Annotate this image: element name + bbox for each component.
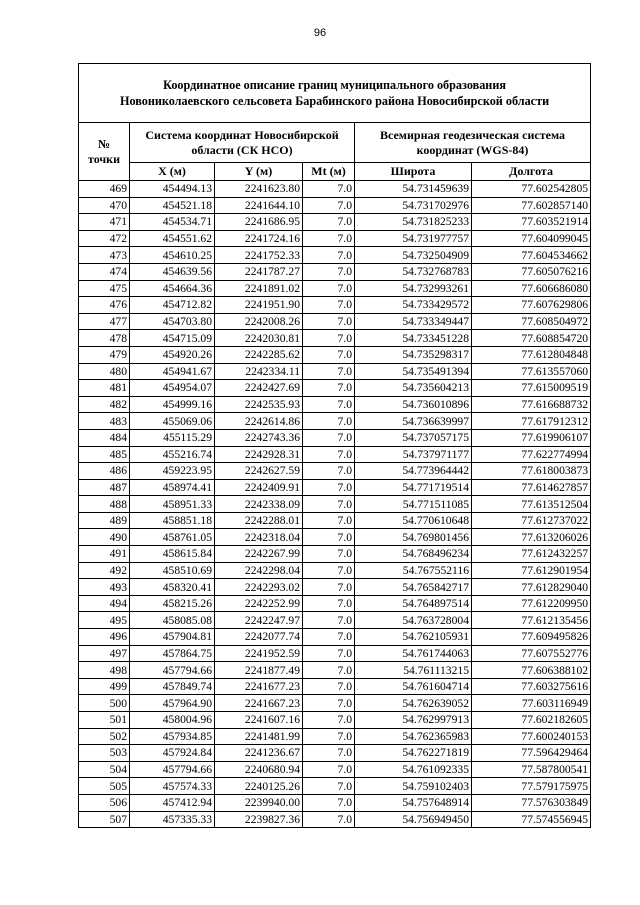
point-number-cell: 504 [79,761,130,778]
longitude-cell: 77.603275616 [472,678,591,695]
table-row [79,446,591,463]
mt-cell: 7.0 [303,645,355,662]
table-row [79,479,591,496]
longitude-header: Долгота [472,163,591,181]
y-cell: 2241677.23 [215,678,303,695]
point-number-cell: 477 [79,313,130,330]
table-row [79,280,591,297]
latitude-cell: 54.737971177 [355,446,472,463]
x-cell: 458085.08 [130,612,215,629]
mt-cell: 7.0 [303,712,355,729]
longitude-cell: 77.613206026 [472,529,591,546]
table-row [79,263,591,280]
mt-cell: 7.0 [303,678,355,695]
y-cell: 2242535.93 [215,396,303,413]
table-row [79,546,591,563]
latitude-cell: 54.762365983 [355,728,472,745]
point-number-cell: 503 [79,745,130,762]
y-cell: 2242334.11 [215,363,303,380]
x-cell: 458615.84 [130,546,215,563]
y-cell: 2242252.99 [215,595,303,612]
table-row [79,363,591,380]
latitude-cell: 54.731977757 [355,230,472,247]
point-number-cell: 470 [79,197,130,214]
point-number-cell: 492 [79,562,130,579]
latitude-cell: 54.736010896 [355,396,472,413]
table-row [79,678,591,695]
y-cell: 2242077.74 [215,629,303,646]
x-cell: 457794.66 [130,761,215,778]
x-cell: 457964.90 [130,695,215,712]
x-cell: 454954.07 [130,380,215,397]
mt-cell: 7.0 [303,629,355,646]
longitude-cell: 77.607629806 [472,297,591,314]
y-cell: 2241236.67 [215,745,303,762]
y-cell: 2241644.10 [215,197,303,214]
longitude-cell: 77.612901954 [472,562,591,579]
mt-cell: 7.0 [303,346,355,363]
y-cell: 2241952.59 [215,645,303,662]
mt-cell: 7.0 [303,745,355,762]
y-cell: 2242318.04 [215,529,303,546]
x-cell: 458510.69 [130,562,215,579]
table-row [79,761,591,778]
point-number-header: № точки [79,123,130,181]
table-row [79,380,591,397]
mt-cell: 7.0 [303,595,355,612]
table-row [79,629,591,646]
point-number-cell: 479 [79,346,130,363]
longitude-cell: 77.612829040 [472,579,591,596]
latitude-cell: 54.771719514 [355,479,472,496]
mt-cell: 7.0 [303,280,355,297]
latitude-cell: 54.731459639 [355,181,472,198]
latitude-cell: 54.761113215 [355,662,472,679]
latitude-cell: 54.737057175 [355,429,472,446]
x-cell: 458761.05 [130,529,215,546]
point-number-cell: 497 [79,645,130,662]
table-row [79,645,591,662]
mt-cell: 7.0 [303,197,355,214]
point-number-cell: 495 [79,612,130,629]
point-number-cell: 506 [79,794,130,811]
longitude-cell: 77.617912312 [472,413,591,430]
point-number-cell: 484 [79,429,130,446]
x-cell: 454534.71 [130,214,215,231]
y-cell: 2240680.94 [215,761,303,778]
point-number-cell: 475 [79,280,130,297]
table-body [79,181,591,828]
x-cell: 458320.41 [130,579,215,596]
latitude-cell: 54.768496234 [355,546,472,563]
x-cell: 454494.13 [130,181,215,198]
x-cell: 458974.41 [130,479,215,496]
table-row [79,496,591,513]
x-cell: 457924.84 [130,745,215,762]
longitude-cell: 77.596429464 [472,745,591,762]
point-number-cell: 502 [79,728,130,745]
y-cell: 2242247.97 [215,612,303,629]
latitude-cell: 54.735604213 [355,380,472,397]
mt-cell: 7.0 [303,778,355,795]
mt-cell: 7.0 [303,263,355,280]
y-cell: 2241667.23 [215,695,303,712]
latitude-cell: 54.769801456 [355,529,472,546]
x-cell: 458004.96 [130,712,215,729]
y-cell: 2241891.02 [215,280,303,297]
mt-cell: 7.0 [303,446,355,463]
longitude-cell: 77.602542805 [472,181,591,198]
latitude-header: Широта [355,163,472,181]
y-cell: 2241877.49 [215,662,303,679]
longitude-cell: 77.574556945 [472,811,591,828]
x-cell: 454999.16 [130,396,215,413]
latitude-cell: 54.762271819 [355,745,472,762]
local-system-header: Система координат Новосибирской области (СК НСО) [130,123,355,163]
point-number-cell: 488 [79,496,130,513]
point-number-cell: 478 [79,330,130,347]
y-cell: 2242627.59 [215,463,303,480]
x-cell: 457794.66 [130,662,215,679]
y-cell: 2242030.81 [215,330,303,347]
x-cell: 455069.06 [130,413,215,430]
latitude-cell: 54.767552116 [355,562,472,579]
longitude-cell: 77.602857140 [472,197,591,214]
latitude-cell: 54.733451228 [355,330,472,347]
table-row [79,463,591,480]
table-row [79,346,591,363]
longitude-cell: 77.576303849 [472,794,591,811]
x-cell: 454712.82 [130,297,215,314]
longitude-cell: 77.612737022 [472,512,591,529]
mt-cell: 7.0 [303,330,355,347]
longitude-cell: 77.618003873 [472,463,591,480]
table-row [79,562,591,579]
point-number-cell: 493 [79,579,130,596]
x-cell: 454610.25 [130,247,215,264]
x-cell: 454551.62 [130,230,215,247]
y-cell: 2239940.00 [215,794,303,811]
mt-cell: 7.0 [303,313,355,330]
table-row [79,794,591,811]
x-cell: 458851.18 [130,512,215,529]
title-line-1: Координатное описание границ муниципального образования [163,78,506,92]
longitude-cell: 77.604099045 [472,230,591,247]
longitude-cell: 77.587800541 [472,761,591,778]
latitude-cell: 54.731702976 [355,197,472,214]
x-cell: 454639.56 [130,263,215,280]
point-number-cell: 489 [79,512,130,529]
table-row [79,529,591,546]
latitude-cell: 54.765842717 [355,579,472,596]
point-number-cell: 500 [79,695,130,712]
point-number-cell: 507 [79,811,130,828]
mt-cell: 7.0 [303,214,355,231]
page-number: 96 [313,27,327,39]
point-number-cell: 485 [79,446,130,463]
point-number-cell: 473 [79,247,130,264]
mt-cell: 7.0 [303,297,355,314]
mt-cell: 7.0 [303,695,355,712]
longitude-cell: 77.613512504 [472,496,591,513]
x-cell: 457849.74 [130,678,215,695]
table-row [79,695,591,712]
x-cell: 457864.75 [130,645,215,662]
y-cell: 2242293.02 [215,579,303,596]
point-number-cell: 505 [79,778,130,795]
table-row [79,579,591,596]
table-row [79,247,591,264]
latitude-cell: 54.733429572 [355,297,472,314]
point-number-cell: 481 [79,380,130,397]
y-cell: 2242008.26 [215,313,303,330]
latitude-cell: 54.733349447 [355,313,472,330]
latitude-cell: 54.736639997 [355,413,472,430]
x-cell: 458951.33 [130,496,215,513]
table-row [79,230,591,247]
longitude-cell: 77.612135456 [472,612,591,629]
longitude-cell: 77.616688732 [472,396,591,413]
point-number-cell: 498 [79,662,130,679]
longitude-cell: 77.602182605 [472,712,591,729]
y-cell: 2241686.95 [215,214,303,231]
mt-cell: 7.0 [303,761,355,778]
y-cell: 2242743.36 [215,429,303,446]
mt-cell: 7.0 [303,794,355,811]
point-number-cell: 472 [79,230,130,247]
latitude-cell: 54.762639052 [355,695,472,712]
table-row [79,512,591,529]
x-cell: 455115.29 [130,429,215,446]
longitude-cell: 77.615009519 [472,380,591,397]
mt-cell: 7.0 [303,579,355,596]
point-number-cell: 491 [79,546,130,563]
x-cell: 457335.33 [130,811,215,828]
mt-cell: 7.0 [303,562,355,579]
mt-cell: 7.0 [303,463,355,480]
mt-cell: 7.0 [303,529,355,546]
x-cell: 454715.09 [130,330,215,347]
longitude-cell: 77.579175975 [472,778,591,795]
y-cell: 2241623.80 [215,181,303,198]
point-number-cell: 480 [79,363,130,380]
longitude-cell: 77.608854720 [472,330,591,347]
latitude-cell: 54.770610648 [355,512,472,529]
mt-cell: 7.0 [303,512,355,529]
latitude-cell: 54.762997913 [355,712,472,729]
latitude-cell: 54.759102403 [355,778,472,795]
latitude-cell: 54.764897514 [355,595,472,612]
latitude-cell: 54.762105931 [355,629,472,646]
latitude-cell: 54.732768783 [355,263,472,280]
mt-cell: 7.0 [303,496,355,513]
table-row [79,612,591,629]
point-number-cell: 499 [79,678,130,695]
point-number-cell: 476 [79,297,130,314]
longitude-cell: 77.612209950 [472,595,591,612]
coordinates-table [78,63,591,828]
longitude-cell: 77.607552776 [472,645,591,662]
x-cell: 454703.80 [130,313,215,330]
point-number-cell: 469 [79,181,130,198]
longitude-cell: 77.603521914 [472,214,591,231]
latitude-cell: 54.731825233 [355,214,472,231]
mt-cell: 7.0 [303,429,355,446]
y-cell: 2242267.99 [215,546,303,563]
table-row [79,297,591,314]
point-number-cell: 474 [79,263,130,280]
y-cell: 2242928.31 [215,446,303,463]
longitude-cell: 77.622774994 [472,446,591,463]
latitude-cell: 54.761604714 [355,678,472,695]
table-row [79,197,591,214]
table-row [79,330,591,347]
mt-cell: 7.0 [303,612,355,629]
mt-cell: 7.0 [303,546,355,563]
mt-cell: 7.0 [303,413,355,430]
table-row [79,811,591,828]
x-cell: 457934.85 [130,728,215,745]
point-number-cell: 487 [79,479,130,496]
y-cell: 2242288.01 [215,512,303,529]
latitude-cell: 54.763728004 [355,612,472,629]
mt-cell: 7.0 [303,811,355,828]
table-row [79,662,591,679]
latitude-cell: 54.732993261 [355,280,472,297]
x-cell: 457574.33 [130,778,215,795]
longitude-cell: 77.613557060 [472,363,591,380]
mt-cell: 7.0 [303,181,355,198]
latitude-cell: 54.773964442 [355,463,472,480]
longitude-cell: 77.605076216 [472,263,591,280]
latitude-cell: 54.756949450 [355,811,472,828]
y-cell: 2242427.69 [215,380,303,397]
y-cell: 2241724.16 [215,230,303,247]
point-number-cell: 496 [79,629,130,646]
longitude-cell: 77.614627857 [472,479,591,496]
longitude-cell: 77.612432257 [472,546,591,563]
table-row [79,429,591,446]
title-line-2: Новониколаевского сельсовета Барабинского района Новосибирской области [119,94,550,108]
x-cell: 454664.36 [130,280,215,297]
y-cell: 2241752.33 [215,247,303,264]
latitude-cell: 54.732504909 [355,247,472,264]
point-number-cell: 482 [79,396,130,413]
mt-cell: 7.0 [303,380,355,397]
mt-cell: 7.0 [303,396,355,413]
y-cell: 2241607.16 [215,712,303,729]
point-number-cell: 483 [79,413,130,430]
y-cell: 2242614.86 [215,413,303,430]
y-cell: 2241481.99 [215,728,303,745]
table-row [79,413,591,430]
mt-cell: 7.0 [303,363,355,380]
y-cell: 2241787.27 [215,263,303,280]
y-cell: 2240125.26 [215,778,303,795]
latitude-cell: 54.757648914 [355,794,472,811]
longitude-cell: 77.619906107 [472,429,591,446]
longitude-cell: 77.603116949 [472,695,591,712]
point-number-cell: 494 [79,595,130,612]
x-header: X (м) [130,163,215,181]
longitude-cell: 77.606686080 [472,280,591,297]
y-cell: 2242285.62 [215,346,303,363]
longitude-cell: 77.608504972 [472,313,591,330]
mt-cell: 7.0 [303,479,355,496]
x-cell: 454920.26 [130,346,215,363]
latitude-cell: 54.735298317 [355,346,472,363]
x-cell: 455216.74 [130,446,215,463]
y-cell: 2242298.04 [215,562,303,579]
latitude-cell: 54.771511085 [355,496,472,513]
latitude-cell: 54.761744063 [355,645,472,662]
table-title [79,64,591,123]
table-row [79,745,591,762]
longitude-cell: 77.606388102 [472,662,591,679]
x-cell: 458215.26 [130,595,215,612]
y-cell: 2242338.09 [215,496,303,513]
mt-cell: 7.0 [303,662,355,679]
table-row [79,712,591,729]
point-number-cell: 501 [79,712,130,729]
latitude-cell: 54.761092335 [355,761,472,778]
table-row [79,595,591,612]
table-row [79,778,591,795]
table-row [79,214,591,231]
table-row [79,728,591,745]
mt-cell: 7.0 [303,230,355,247]
x-cell: 457412.94 [130,794,215,811]
y-cell: 2242409.91 [215,479,303,496]
point-number-cell: 490 [79,529,130,546]
table-row [79,181,591,198]
table-row [79,396,591,413]
table-row [79,313,591,330]
point-number-cell: 471 [79,214,130,231]
latitude-cell: 54.735491394 [355,363,472,380]
y-cell: 2241951.90 [215,297,303,314]
y-cell: 2239827.36 [215,811,303,828]
longitude-cell: 77.612804848 [472,346,591,363]
mt-header: Mt (м) [303,163,355,181]
longitude-cell: 77.604534662 [472,247,591,264]
wgs-system-header: Всемирная геодезическая система координат (WGS-84) [355,123,591,163]
y-header: Y (м) [215,163,303,181]
x-cell: 454941.67 [130,363,215,380]
mt-cell: 7.0 [303,728,355,745]
longitude-cell: 77.600240153 [472,728,591,745]
x-cell: 454521.18 [130,197,215,214]
x-cell: 459223.95 [130,463,215,480]
mt-cell: 7.0 [303,247,355,264]
longitude-cell: 77.609495826 [472,629,591,646]
x-cell: 457904.81 [130,629,215,646]
point-number-cell: 486 [79,463,130,480]
